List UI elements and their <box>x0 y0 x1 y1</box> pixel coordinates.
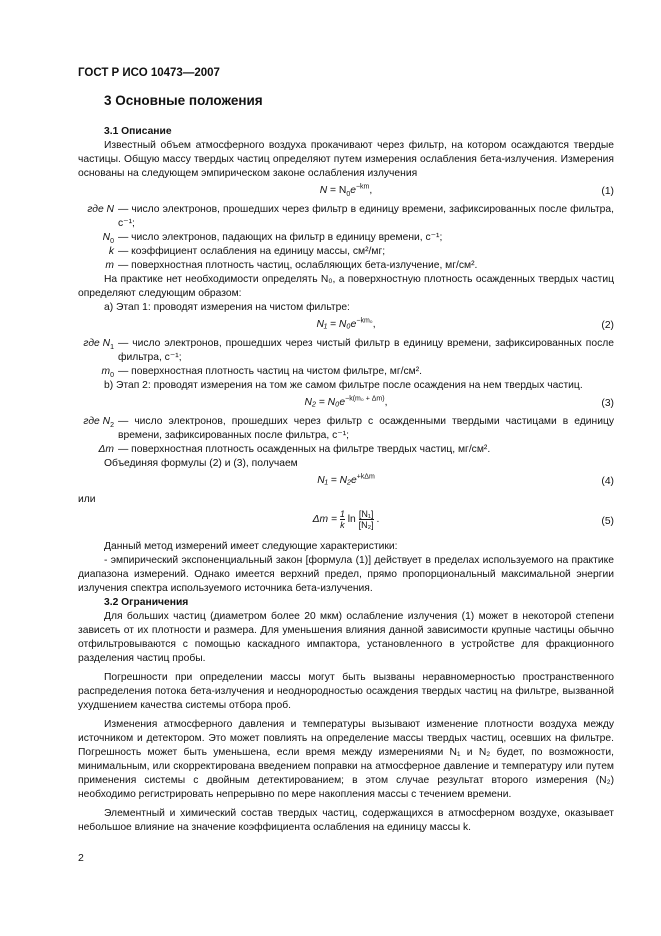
definition-text: — число электронов, падающих на фильтр в единицу времени, с⁻¹; <box>118 232 443 243</box>
equation-number: (2) <box>601 320 614 331</box>
definition-text: — число электронов, прошедших через фильтр с осажденными твердыми частицами в единицу времени, зафиксированных после фильтра, с⁻¹; <box>118 416 614 441</box>
page-number: 2 <box>78 852 84 864</box>
equation-number: (3) <box>601 398 614 409</box>
paragraph-or: или <box>78 494 96 505</box>
definition-symbol: Δm <box>98 444 114 455</box>
paragraph-limitations-2: Погрешности при определении массы могут быть вызваны неравномерностью пространственного распределения потока бета-излучения и неоднородностью осаждения твердых частиц на фильтре, вызванной ухудшением качества системы отбора проб. <box>78 672 614 711</box>
definition-text: — поверхностная плотность осажденных на фильтре твердых частиц, мг/см². <box>118 444 491 455</box>
paragraph-intro: Известный объем атмосферного воздуха прокачивают через фильтр, на котором осаждаются твердые частицы. Общую массу твердых частиц определяют путем измерения ослабления бета-излучения. Измерения основаны на следующем эмпирическом законе ослабления излучения <box>78 140 614 179</box>
definition-item <box>78 203 614 231</box>
definition-item <box>78 365 614 379</box>
definition-item <box>78 245 614 259</box>
definition-text: — число электронов, прошедших через фильтр в единицу времени, зафиксированных после фильтра, с⁻¹; <box>118 204 614 229</box>
equation-4: $N_1 = N_2e^{+k\Delta m}$ (4) <box>317 473 614 487</box>
equation-1: $N = N_0e^{-km}$, (1) <box>319 183 614 199</box>
equation-5: Δm = $\frac{1}{k}$ ln $\frac{\text{[N₁]}}{\text{[N₂]}}$ . (5) <box>312 509 614 530</box>
section-title: 3 Основные положения <box>104 93 263 108</box>
definition-item <box>78 415 614 443</box>
definition-symbol: $m_0$ <box>101 366 114 380</box>
paragraph-limitations-1: Для больших частиц (диаметром более 20 мкм) ослабление излучения (1) может в некоторой степени зависеть от их плотности и размера. Для уменьшения влияния данной зависимости крупные частицы обычно отфильтровываются с помощью каскадного импактора, установленного в устройстве для фракционного разделения частиц пробы. <box>78 611 614 664</box>
subsection-title-3-2: 3.2 Ограничения <box>104 597 189 608</box>
definition-symbol: где $N_2$ <box>83 416 114 430</box>
document-header: ГОСТ Р ИСО 10473—2007 <box>78 67 220 79</box>
definition-item <box>78 337 614 365</box>
definition-text: — поверхностная плотность частиц на чистом фильтре, мг/см². <box>118 366 423 377</box>
definition-item <box>78 259 614 273</box>
step-b: b) Этап 2: проводят измерения на том же самом фильтре после осаждения на нем твердых частиц. <box>104 380 583 391</box>
definition-item <box>78 443 614 457</box>
paragraph-limitations-4: Элементный и химический состав твердых частиц, содержащихся в атмосферном воздухе, оказывает небольшое влияние на значение коэффициента ослабления на единицу массы k. <box>78 808 614 833</box>
definition-item <box>78 231 614 245</box>
paragraph-practice: На практике нет необходимости определять N₀, а поверхностную плотность осажденных твердых частиц определяют следующим образом: <box>78 274 614 299</box>
definition-symbol: $N_0$ <box>102 232 114 246</box>
definition-symbol: где $N_1$ <box>83 338 114 352</box>
definition-symbol: где N <box>87 204 114 215</box>
bullet-item: - эмпирический экспоненциальный закон [формула (1)] действует в пределах используемого на практике диапазона измерений. Однако имеется верхний предел, прямо пропорциональный максимальной энергии излучения спектра используемого источника бета-излучения. <box>78 555 614 594</box>
equation-number: (1) <box>601 186 614 197</box>
paragraph-combine: Объединяя формулы (2) и (3), получаем <box>104 458 298 469</box>
equation-3: $N_2 = N_0e^{-k(m_0 + \Delta m)}$, (3) <box>304 395 614 409</box>
definition-text: — поверхностная плотность частиц, ослабляющих бета-излучение, мг/см². <box>118 260 478 271</box>
paragraph-limitations-3: Изменения атмосферного давления и температуры вызывают изменение плотности воздуха между источником и детектором. Это может повлиять на определение массы твердых частиц, осевших на фильтре. Погрешность может быть уменьшена, если время между измерениями N₁ и N₂ будет, по возможности, минимальным, или скорректирована введением поправки на атмосферное давление и температуру или путем применения системы с двойным детектированием; в этом случае результат второго измерения (N₂) необходимо регистрировать непрерывно по мере накопления массы с течением времени. <box>78 719 614 800</box>
definition-symbol: k <box>108 246 114 257</box>
paragraph-characteristics: Данный метод измерений имеет следующие характеристики: <box>104 541 398 552</box>
equation-number: (4) <box>601 476 614 487</box>
definition-symbol: m <box>105 260 114 271</box>
definition-text: — число электронов, прошедших через чистый фильтр в единицу времени, зафиксированных после фильтра, с⁻¹; <box>118 338 614 363</box>
subsection-title-3-1: 3.1 Описание <box>104 126 172 137</box>
document-body <box>78 125 614 835</box>
definition-text: — коэффициент ослабления на единицу массы, см²/мг; <box>118 246 386 257</box>
equation-number: (5) <box>601 516 614 527</box>
step-a: а) Этап 1: проводят измерения на чистом фильтре: <box>104 302 350 313</box>
equation-2: $N_1 = N_0e^{-km_0}$, (2) <box>316 317 614 331</box>
